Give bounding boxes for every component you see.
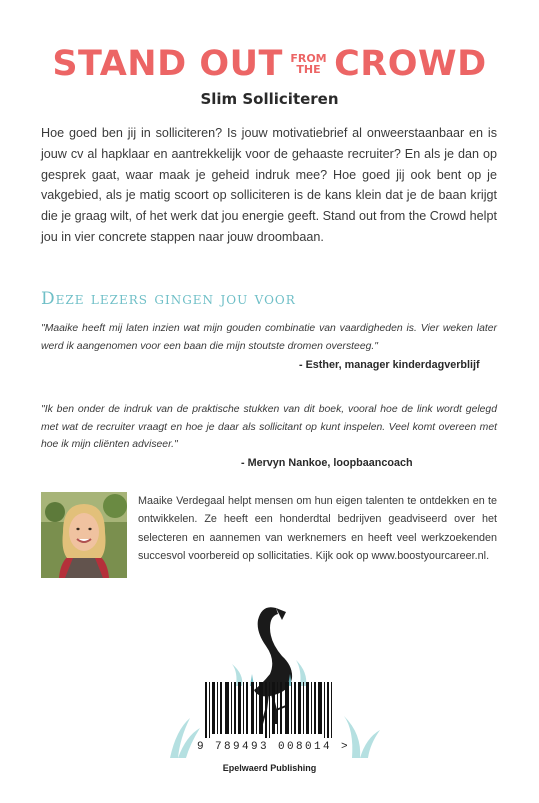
quote-1-author: - Esther, manager kinderdagverblijf (299, 359, 480, 371)
book-subtitle: Slim Solliciteren (200, 90, 339, 108)
barcode-number: 9 789493 008014 > (197, 741, 351, 753)
author-bio: Maaike Verdegaal helpt mensen om hun eigen talenten te ontdekken en te ontwikkelen. Ze heeft een honderdtal bedrijven geadviseerd over het selecteren en aannemen van werknemers en heeft veel werkzoekenden succesvol voorbereid op sollicitaties. Kijk ook op www.boostyourcareer.nl. (138, 495, 497, 563)
section-heading: Deze lezers gingen jou voor (41, 289, 296, 309)
title-from-the (290, 53, 326, 75)
title-from: FROM (290, 52, 327, 65)
publisher-name: Epelwaerd Publishing (222, 763, 317, 773)
author-photo (41, 492, 127, 578)
quote-2-text: "Ik ben onder de indruk van de praktische stukken van dit boek, vooral hoe de link wordt gelegd met wat de recruiter vraagt en hoe je daar als sollicitant op kunt inspelen. Veel komt overeen met hoe ik mijn cliënten adviseer." (41, 404, 497, 451)
quote-1 (41, 320, 497, 371)
title-crowd: CROWD (334, 44, 487, 84)
title-stand-out: STAND OUT (52, 44, 283, 84)
title-the: THE (296, 63, 321, 76)
book-title (0, 44, 539, 84)
intro-paragraph: Hoe goed ben jij in solliciteren? Is jouw motivatiebrief al onweerstaanbaar en is jouw cv al hapklaar en aantrekkelijk voor de gehaaste recruiter? En als je dan op gesprek gaat, waar maak je geheid indruk mee? Hoe goed jij ook bent op je vakgebied, als je matig scoort op solliciteren is de kans klein dat je de baan krijgt die je graag wilt, of het werk dat jou energie geeft. Stand out from the Crowd helpt jou in vier concrete stappen naar jouw droombaan. (41, 126, 497, 244)
quote-1-text: "Maaike heeft mij laten inzien wat mijn gouden combinatie van vaardigheden is. Vier weken later werd ik aangenomen voor een baan die mijn stoutste dromen oversteeg." (41, 323, 497, 352)
quote-2 (41, 401, 497, 469)
quote-2-author: - Mervyn Nankoe, loopbaancoach (241, 457, 413, 469)
